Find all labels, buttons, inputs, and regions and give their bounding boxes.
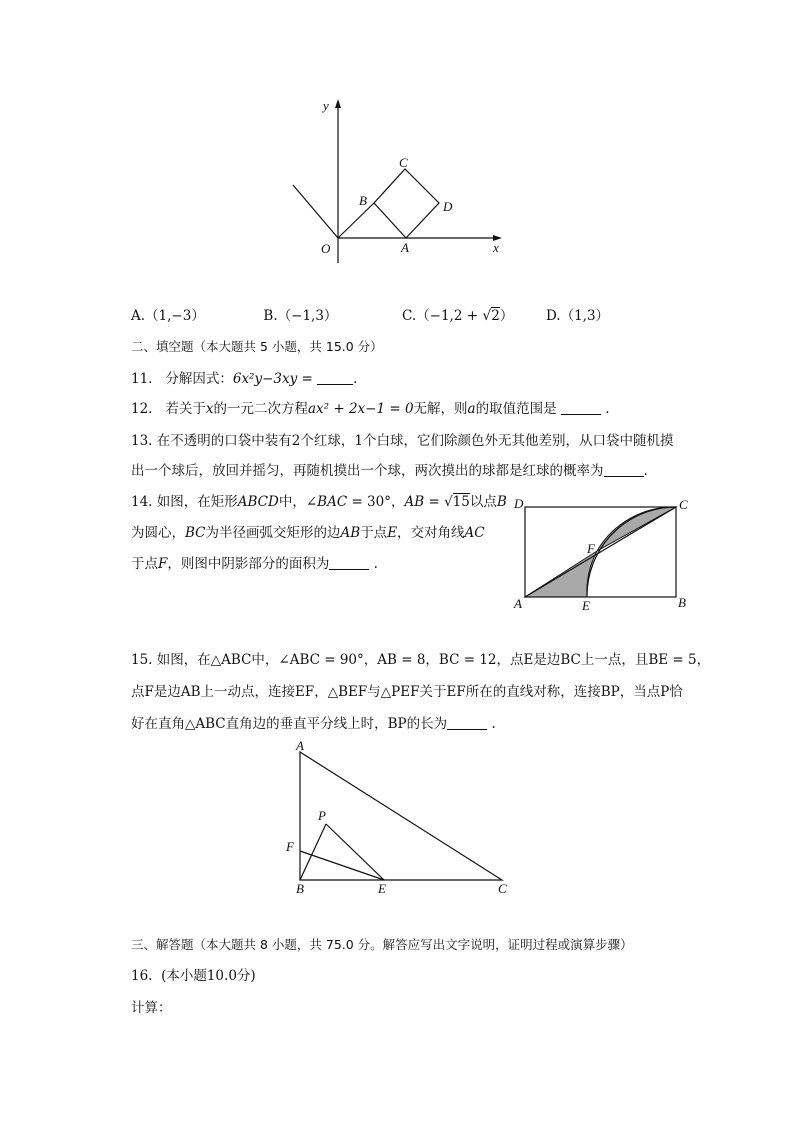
label-C: C <box>679 497 688 512</box>
label-A: A <box>296 738 304 753</box>
label-D: D <box>514 496 524 511</box>
q15-line3: 好在直角△ABC直角边的垂直平分线上时，BP的长为 . <box>131 716 496 732</box>
option-c: C.（−1,2 + √2） <box>402 308 514 324</box>
label-B: B <box>296 881 304 896</box>
q14-line1: 14. 如图，在矩形ABCD中，∠BAC = 30°，AB = √15以点B <box>131 494 507 510</box>
label-C: C <box>399 155 408 170</box>
coordinate-figure <box>285 95 510 270</box>
label-E: E <box>582 598 590 613</box>
label-D: D <box>443 199 453 214</box>
label-B: B <box>678 595 686 610</box>
option-d: D.（1,3） <box>545 308 610 324</box>
q14-line3: 于点F，则图中阴影部分的面积为 . <box>131 556 378 572</box>
q11: 11. 分解因式：6x²y−3xy = . <box>131 371 358 387</box>
label-C: C <box>498 881 507 896</box>
q15-line2: 点F是边AB上一动点，连接EF，△BEF与△PEF关于EF所在的直线对称，连接BP，当点P恰 <box>131 684 683 700</box>
section2-title: 二、填空题（本大题共 5 小题，共 15.0 分） <box>131 339 383 354</box>
label-O: O <box>321 241 331 256</box>
q16: 16. (本小题10.0分) <box>131 968 256 984</box>
q10-options <box>131 306 609 326</box>
label-A: A <box>514 596 522 611</box>
q14-blank <box>329 555 369 570</box>
label-x: x <box>493 240 499 255</box>
q11-blank <box>317 370 353 385</box>
rectangle-figure <box>510 493 695 615</box>
q15-line1: 15. 如图，在△ABC中，∠ABC = 90°，AB = 8，BC = 12，点E是边BC上一点，且BE = 5， <box>131 652 711 668</box>
label-B: B <box>359 193 367 208</box>
q12-blank <box>561 400 601 415</box>
q13-line1: 13. 在不透明的口袋中装有2个红球，1个白球，它们除颜色外无其他差别，从口袋中随机摸 <box>131 433 674 449</box>
section3-title: 三、解答题（本大题共 8 小题，共 75.0 分。解答应写出文字说明，证明过程或演算步骤） <box>131 937 633 952</box>
q13-blank <box>604 462 644 477</box>
option-b: B.（−1,3） <box>263 308 338 324</box>
q14-line2: 为圆心，BC为半径画弧交矩形的边AB于点E，交对角线AC <box>131 525 485 541</box>
label-A: A <box>401 240 409 255</box>
q12: 12. 若关于x的一元二次方程ax² + 2x−1 = 0无解，则a的取值范围是 . <box>131 401 610 417</box>
option-a: A.（1,−3） <box>131 308 205 324</box>
calc-label: 计算： <box>131 1000 172 1016</box>
label-F: F <box>587 541 595 556</box>
label-E: E <box>378 881 386 896</box>
q15-blank <box>447 715 487 730</box>
label-y: y <box>323 98 329 113</box>
label-P: P <box>318 808 326 823</box>
triangle-figure <box>280 738 520 900</box>
label-F: F <box>286 839 294 854</box>
q13-line2: 出一个球后，放回并摇匀，再随机摸出一个球，两次摸出的球都是红球的概率为 . <box>131 463 648 479</box>
